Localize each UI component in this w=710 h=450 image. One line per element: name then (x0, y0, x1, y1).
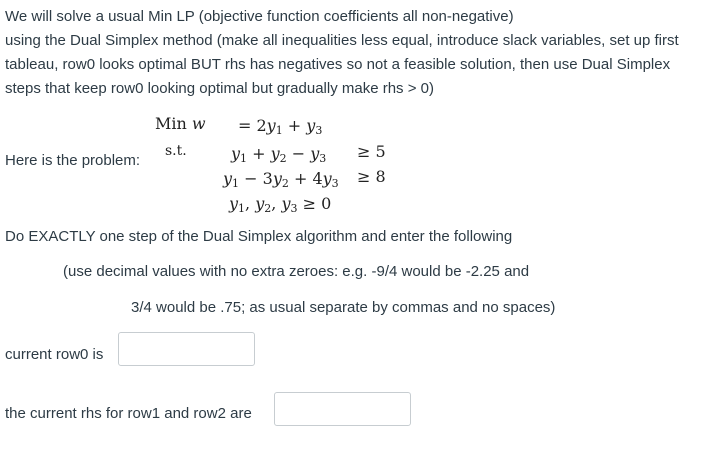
problem-label: Here is the problem: (5, 152, 141, 169)
intro-text (5, 5, 705, 101)
rhs-label: the current rhs for row1 and row2 are (5, 405, 252, 422)
objective-expression: = $2y_1 + y_3$ (238, 116, 323, 137)
nonnegativity-constraint: $y_1$, $y_2$, $y_3 \ge 0$ (229, 194, 332, 215)
constraint-1-rhs: ≥ 5 (357, 142, 386, 161)
format-note-2: 3/4 would be .75; as usual separate by commas and no spaces) (131, 299, 556, 316)
constraint-2: $y_1 - 3y_2 + 4y_3$ (223, 169, 339, 190)
intro-line: using the Dual Simplex method (make all inequalities less equal, introduce slack variables, set up first (5, 32, 679, 49)
constraint-2-rhs: ≥ 8 (357, 167, 386, 186)
row0-label: current row0 is (5, 346, 104, 363)
format-note-1: (use decimal values with no extra zeroes: e.g. -9/4 would be -2.25 and (63, 263, 530, 280)
min-label: Min w (155, 114, 206, 133)
instructions: Do EXACTLY one step of the Dual Simplex algorithm and enter the following (5, 228, 513, 245)
intro-line: We will solve a usual Min LP (objective function coefficients all non-negative) (5, 8, 514, 25)
intro-line: tableau, row0 looks optimal BUT rhs has negatives so not a feasible solution, then use Dual Simplex (5, 56, 671, 73)
subject-to-label: s.t. (165, 143, 187, 159)
intro-line: steps that keep row0 looking optimal but gradually make rhs > 0) (5, 80, 434, 97)
row0-input[interactable] (118, 332, 255, 366)
constraint-1: $y_1 + y_2 - y_3$ (231, 144, 327, 165)
rhs-input[interactable] (274, 392, 411, 426)
